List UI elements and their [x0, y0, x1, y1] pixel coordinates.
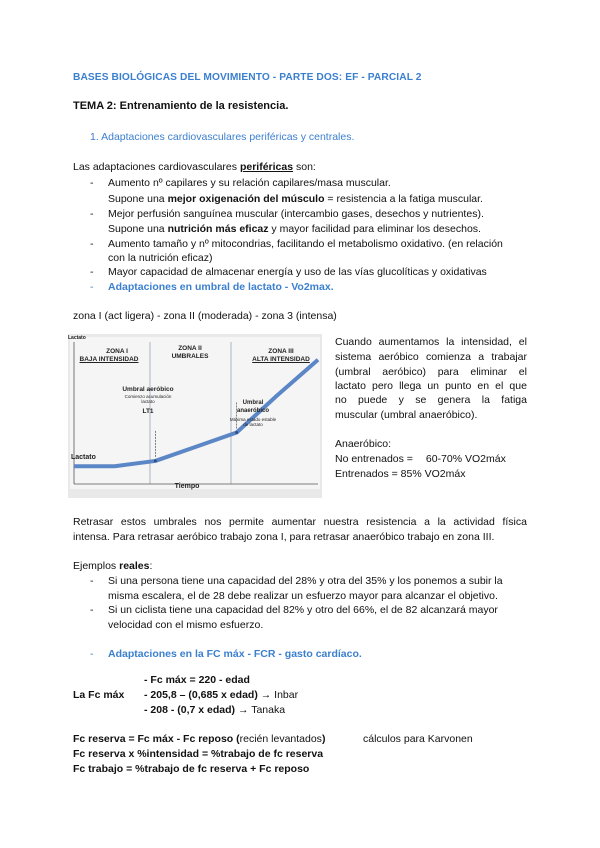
side-paragraph-line: [335, 366, 527, 378]
bullet-dash: -: [90, 281, 94, 293]
bullet-dash: -: [90, 604, 94, 616]
word: que: [509, 380, 527, 392]
zone-subtitle: BAJA INTENSIDAD: [79, 356, 139, 363]
list-item-continuation: velocidad con el mismo esfuerzo.: [108, 619, 264, 631]
list-item: Si una persona tiene una capacidad del 28% y otra del 35% y los ponemos a subir la: [108, 575, 503, 587]
word: aeróbico): [382, 366, 427, 378]
word: la: [446, 336, 455, 348]
word: para: [437, 366, 459, 378]
word: trabajar: [491, 351, 527, 363]
word: la: [437, 516, 446, 528]
intro-bold-word: periféricas: [239, 161, 294, 173]
formula-line: - 208 - (0,7 x edad) → Tanaka: [144, 704, 286, 716]
section-heading-fc: Adaptaciones en la FC máx - FCR - gasto cardíaco.: [108, 648, 362, 660]
word: comienza: [426, 351, 471, 363]
word: punto: [445, 380, 472, 392]
word: aumentar: [271, 516, 316, 528]
list-item: Mejor perfusión sanguínea muscular (intercambio gases, desechos y nutrientes).: [108, 208, 484, 220]
zone-title: ZONA I: [106, 348, 128, 355]
intro-prefix: Las adaptaciones cardiovasculares: [73, 161, 240, 173]
bullet-dash: -: [90, 648, 94, 660]
word: no: [335, 394, 347, 406]
formula-line: Fc trabajo = %trabajo de fc reserva + Fc reposo: [73, 763, 310, 775]
annotation-text: Comienzo acumulación lactato: [124, 394, 172, 404]
fcmax-label: La Fc máx: [73, 689, 125, 701]
word: permite: [229, 516, 265, 528]
untrained-value: No entrenados = 60-70% VO2máx: [335, 453, 506, 465]
formula-line: - Fc máx = 220 - edad: [144, 674, 250, 686]
annotation-title: Umbral anaeróbico: [236, 400, 269, 414]
word: nuestra: [323, 516, 359, 528]
word: fatiga: [501, 394, 527, 406]
side-paragraph-line: [335, 394, 527, 406]
word: Retrasar: [73, 516, 114, 528]
list-item: Aumento tamaño y nº mitocondrias, facilitando el metabolismo oxidativo. (en relación: [108, 238, 503, 250]
list-item: Mayor capacidad de almacenar energía y uso de las vías glucolíticas y oxidativas: [108, 266, 487, 278]
word: física: [502, 516, 527, 528]
list-item-continuation: con la nutrición eficaz): [108, 252, 213, 264]
paragraph-line: intensa. Para retrasar aeróbico trabajo zona I, para retrasar anaeróbico trabajo en zona III.: [73, 531, 495, 543]
side-paragraph-line: [335, 351, 527, 363]
word: se: [415, 394, 427, 406]
word: aumentamos: [378, 336, 440, 348]
zone-subtitle: UMBRALES: [171, 353, 209, 360]
list-item-continuation: Supone una nutrición más eficaz y mayor facilidad para eliminar los desechos.: [108, 223, 481, 235]
threshold-point: [154, 459, 157, 462]
side-paragraph-line: muscular (umbral anaeróbico).: [335, 409, 478, 421]
section-heading-adaptaciones: 1. Adaptaciones cardiovasculares periféricas y centrales.: [90, 131, 355, 143]
word: estos: [120, 516, 146, 528]
section-heading-umbral: Adaptaciones en umbral de lactato - Vo2max.: [108, 281, 334, 293]
side-paragraph-line: [335, 380, 527, 392]
trained-value: Entrenados = 85% VO2máx: [335, 468, 466, 480]
word: un: [427, 380, 440, 392]
word: sistema: [335, 351, 372, 363]
zone-subtitle: ALTA INTENSIDAD: [252, 356, 310, 363]
paragraph-line: [73, 516, 527, 528]
word: intensidad,: [461, 336, 512, 348]
formula-note: cálculos para Karvonen: [363, 733, 473, 745]
word: aeróbico: [378, 351, 419, 363]
word: el: [518, 336, 527, 348]
word: en: [477, 380, 490, 392]
intro-paragraph: [73, 161, 316, 173]
zone-title: ZONA II: [178, 345, 202, 352]
bullet-dash: -: [90, 238, 94, 250]
zone-title: ZONA III: [268, 348, 294, 355]
annotation-text: Máxima estado estable de lactato: [229, 417, 277, 427]
list-item: Si un ciclista tiene una capacidad del 82% y otro del 66%, el de 82 alcanzará mayor: [108, 604, 498, 616]
word: lactato: [335, 380, 366, 392]
formula-line: Fc reserva x %intensidad = %trabajo de fc reserva: [73, 748, 324, 760]
examples-heading: Ejemplos reales:: [73, 560, 153, 572]
y-axis-label: Lactato: [68, 335, 86, 341]
word: Cuando: [335, 336, 372, 348]
bullet-dash: -: [90, 208, 94, 220]
topic-title: TEMA 2: Entrenamiento de la resistencia.: [73, 100, 289, 112]
word: nos: [204, 516, 222, 528]
list-item: Aumento nº capilares y su relación capilares/masa muscular.: [108, 177, 391, 189]
word: eliminar: [470, 366, 508, 378]
annotation-code: LT1: [142, 408, 154, 415]
word: y: [398, 394, 404, 406]
word: llega: [399, 380, 422, 392]
bullet-dash: -: [90, 575, 94, 587]
side-paragraph-line: [335, 336, 527, 348]
annotation-title: Umbral aeróbico: [122, 386, 174, 393]
zones-line: zona I (act ligera) - zona II (moderada) - zona 3 (intensa): [73, 310, 337, 322]
list-item-continuation: Supone una mejor oxigenación del músculo = resistencia a la fatiga muscular.: [108, 193, 483, 205]
lactate-threshold-figure: [68, 334, 322, 498]
formula-line: - 205,8 – (0,685 x edad) → Inbar: [144, 689, 299, 701]
bullet-dash: -: [90, 177, 94, 189]
formula-line: Fc reserva = Fc máx - Fc reposo (recién levantados): [73, 733, 326, 745]
word: la: [481, 394, 490, 406]
word: a: [424, 516, 430, 528]
word: puede: [358, 394, 388, 406]
word: genera: [437, 394, 471, 406]
series-label: Lactato: [71, 454, 96, 461]
word: resistencia: [366, 516, 417, 528]
word: a: [478, 351, 485, 363]
document-header: BASES BIOLÓGICAS DEL MOVIMIENTO - PARTE DOS: EF - PARCIAL 2: [73, 72, 422, 83]
list-item-continuation: misma escalera, el de 28 debe realizar un esfuerzo mayor para alcanzar el objetivo.: [108, 590, 498, 602]
threshold-point: [235, 431, 238, 434]
word: (umbral: [335, 366, 371, 378]
word: umbrales: [153, 516, 197, 528]
bullet-dash: -: [90, 266, 94, 278]
word: pero: [372, 380, 394, 392]
intro-suffix: son:: [293, 161, 316, 173]
x-axis-label: Tiempo: [174, 483, 200, 490]
word: actividad: [453, 516, 495, 528]
word: el: [495, 380, 504, 392]
word: el: [518, 366, 527, 378]
anaerobic-label: Anaeróbico:: [335, 438, 392, 450]
